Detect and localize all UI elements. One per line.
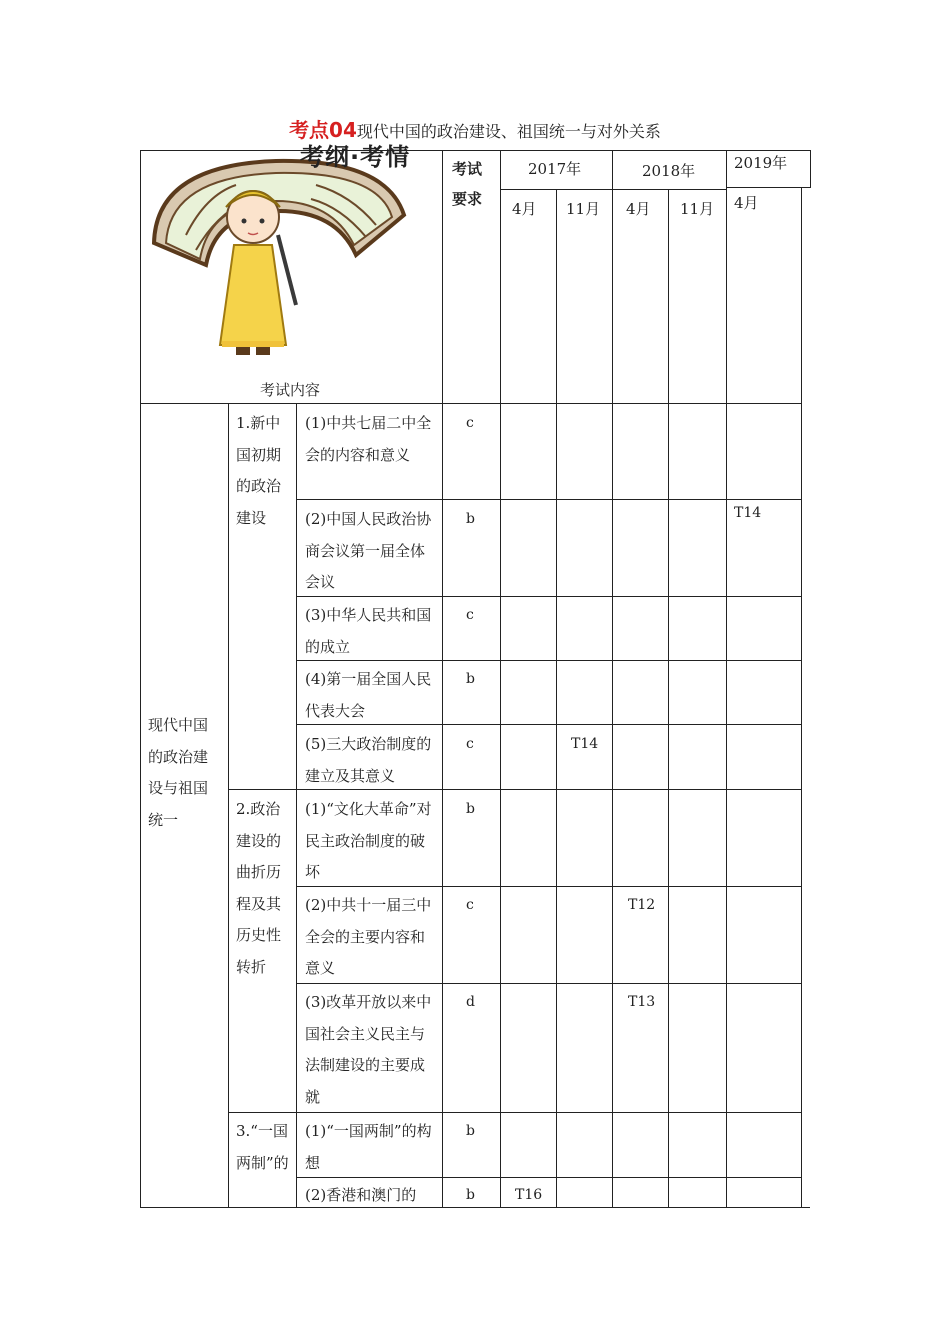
exam-mark: T12 <box>628 897 656 913</box>
exam-mark: T14 <box>734 505 762 521</box>
level: b <box>466 671 475 687</box>
topic-2: 2.政治建设的曲折历程及其历史性转折 <box>236 800 282 976</box>
exam-mark: T13 <box>628 994 656 1010</box>
item-text: (3)改革开放以来中国社会主义民主与法制建设的主要成就 <box>305 993 432 1106</box>
topic-3: 3.“一国两制”的 <box>236 1122 289 1172</box>
page-title <box>0 114 950 143</box>
year-2018: 2018年 <box>642 162 696 180</box>
item-text: (1)“一国两制”的构想 <box>305 1122 432 1172</box>
module-label: 现代中国的政治建设与祖国统一 <box>148 716 209 829</box>
item-text: (5)三大政治制度的建立及其意义 <box>305 735 432 785</box>
month-2017-nov: 11月 <box>566 200 601 218</box>
banner-text: 考纲·考情 <box>300 143 411 171</box>
month-2019-apr: 4月 <box>734 194 759 212</box>
level: b <box>466 511 475 527</box>
item-text: (3)中华人民共和国的成立 <box>305 606 432 656</box>
exam-mark: T16 <box>515 1187 543 1203</box>
level: c <box>466 415 474 431</box>
title-text: 现代中国的政治建设、祖国统一与对外关系 <box>356 122 661 141</box>
content-label: 考试内容 <box>260 381 321 399</box>
item-text: (2)中国人民政治协商会议第一届全体会议 <box>305 510 432 591</box>
item-text: (2)香港和澳门的 <box>305 1186 417 1204</box>
topic-1: 1.新中国初期的政治建设 <box>236 414 282 527</box>
month-2018-apr: 4月 <box>626 200 651 218</box>
topic-tag: 考点04 <box>289 118 357 142</box>
scholar-illustration <box>146 155 442 370</box>
item-text: (1)中共七届二中全会的内容和意义 <box>305 414 432 464</box>
month-2017-apr: 4月 <box>512 200 537 218</box>
level: b <box>466 1123 475 1139</box>
level: c <box>466 736 474 752</box>
level: b <box>466 801 475 817</box>
level: c <box>466 607 474 623</box>
item-text: (2)中共十一届三中全会的主要内容和意义 <box>305 896 432 977</box>
requirement-label: 考试要求 <box>452 160 483 208</box>
exam-mark: T14 <box>571 736 599 752</box>
item-text: (4)第一届全国人民代表大会 <box>305 670 432 720</box>
level: c <box>466 897 474 913</box>
month-2018-nov: 11月 <box>680 200 715 218</box>
year-2017: 2017年 <box>528 160 582 178</box>
year-2019: 2019年 <box>734 154 788 172</box>
level: b <box>466 1187 475 1203</box>
level: d <box>466 994 475 1010</box>
item-text: (1)“文化大革命”对民主政治制度的破坏 <box>305 800 432 881</box>
